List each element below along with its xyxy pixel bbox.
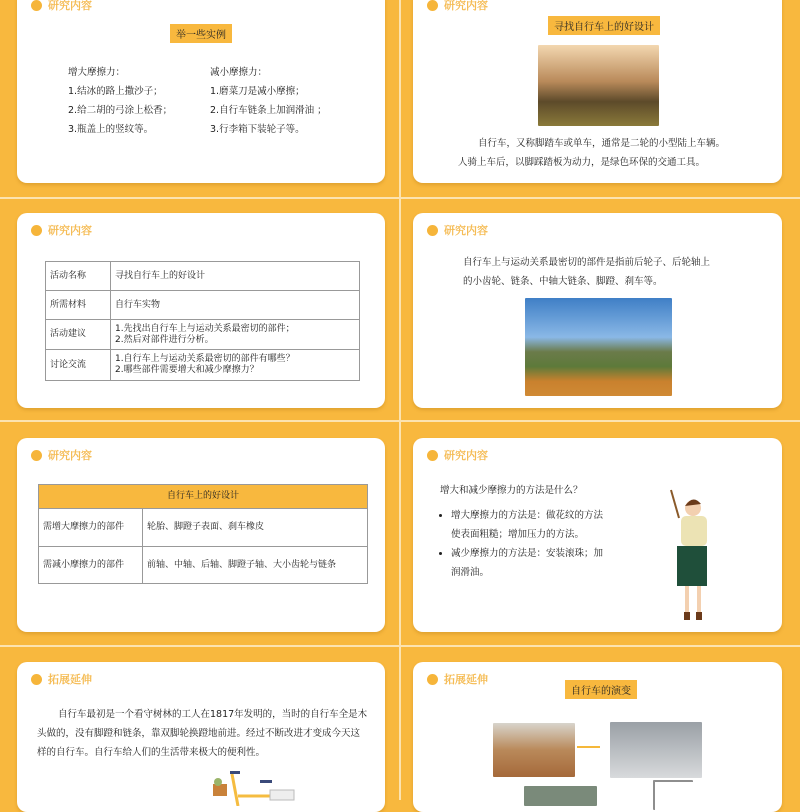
bicycle-photo bbox=[538, 45, 659, 126]
early-bicycle-photo bbox=[524, 786, 597, 806]
slide-divider bbox=[0, 197, 800, 199]
table-cell: 1.先找出自行车上与运动关系最密切的部件； 2.然后对部件进行分析。 bbox=[111, 320, 360, 350]
section-header bbox=[31, 222, 92, 238]
question-text: 增大和减少摩擦力的方法是什么？ bbox=[440, 485, 583, 496]
slide-key-parts[interactable] bbox=[413, 213, 782, 408]
bullet-dot-icon bbox=[427, 225, 438, 236]
slide-friction-methods[interactable] bbox=[413, 438, 782, 632]
bullet-dot-icon bbox=[31, 225, 42, 236]
list-item: 2.自行车链条上加润滑油 ； bbox=[210, 105, 327, 116]
title-tag: 举一些实例 bbox=[170, 24, 232, 43]
slide-bicycle-design[interactable] bbox=[413, 0, 782, 183]
header-title: 拓展延伸 bbox=[48, 673, 92, 686]
table-cell: 需增大摩擦力的部件 bbox=[39, 509, 143, 547]
slide-divider bbox=[399, 0, 401, 800]
teacher-illustration bbox=[653, 488, 723, 628]
decrease-friction-list bbox=[210, 63, 327, 139]
penny-farthing-photo bbox=[610, 722, 702, 778]
slide-divider bbox=[0, 420, 800, 422]
title-tag: 自行车的演变 bbox=[565, 680, 637, 699]
header-title: 研究内容 bbox=[444, 224, 488, 237]
header-title: 研究内容 bbox=[48, 224, 92, 237]
history-paragraph: 自行车最初是一个看守树林的工人在1817年发明的，当时的自行车全是木头做的，没有脚蹬和链条，靠双脚轮换蹬地前进。经过不断改进才变成今天这样的自行车。自行车给人们的生活带来极大的便利性。 bbox=[37, 709, 368, 758]
section-header bbox=[31, 447, 92, 463]
section-header bbox=[427, 447, 488, 463]
list-item: 减小摩擦力： bbox=[210, 67, 268, 78]
list-item: • 增大摩擦力的方法是：做花纹的方法使表面粗糙；增加压力的方法。 bbox=[451, 506, 611, 544]
slide-examples[interactable] bbox=[17, 0, 385, 183]
header-title: 拓展延伸 bbox=[444, 673, 488, 686]
cyclists-photo bbox=[525, 298, 672, 396]
slide-evolution[interactable] bbox=[413, 662, 782, 812]
title-tag: 寻找自行车上的好设计 bbox=[548, 16, 660, 35]
table-cell: 轮胎、脚蹬子表面、刹车橡皮 bbox=[143, 509, 368, 547]
bullet-dot-icon bbox=[427, 0, 438, 11]
section-header bbox=[31, 0, 92, 13]
table-cell: 前轴、中轴、后轴、脚蹬子轴、大小齿轮与链条 bbox=[143, 547, 368, 584]
header-title: 研究内容 bbox=[444, 449, 488, 462]
header-title: 研究内容 bbox=[48, 0, 92, 12]
table-cell: 需减小摩擦力的部件 bbox=[39, 547, 143, 584]
list-item: • 减少摩擦力的方法是：安装滚珠；加润滑油。 bbox=[451, 544, 611, 582]
text-line: 自行车上与运动关系最密切的部件是指前后轮子、后轮轴上 bbox=[463, 257, 711, 268]
list-item: 2.给二胡的弓涂上松香； bbox=[68, 105, 173, 116]
bullet-dot-icon bbox=[427, 450, 438, 461]
slide-design-table[interactable] bbox=[17, 438, 385, 632]
header-title: 研究内容 bbox=[48, 449, 92, 462]
list-item: 1.结冰的路上撒沙子； bbox=[68, 86, 163, 97]
section-header bbox=[31, 671, 92, 687]
header-title: 研究内容 bbox=[444, 0, 488, 12]
connector-line bbox=[577, 746, 600, 748]
bullet-dot-icon bbox=[31, 0, 42, 11]
bullet-dot-icon bbox=[31, 450, 42, 461]
modern-bicycle-photo bbox=[653, 780, 693, 810]
text-line: 自行车，又称脚踏车或单车，通常是二轮的小型陆上车辆。 bbox=[478, 138, 726, 149]
text-line: 人骑上车后，以脚踩踏板为动力，是绿色环保的交通工具。 bbox=[458, 157, 706, 168]
parts-description bbox=[463, 253, 710, 291]
table-cell: 自行车实物 bbox=[111, 291, 360, 320]
table-cell: 活动建议 bbox=[46, 320, 111, 350]
list-item: 3.行李箱下装轮子等。 bbox=[210, 124, 305, 135]
table-cell: 1.自行车上与运动关系最密切的部件有哪些？ 2.哪些部件需要增大和减少摩擦力？ bbox=[111, 350, 360, 381]
section-header bbox=[427, 222, 488, 238]
table-title: 自行车上的好设计 bbox=[39, 485, 368, 509]
table-cell: 活动名称 bbox=[46, 262, 111, 291]
list-item: 1.磨菜刀是减小摩擦； bbox=[210, 86, 305, 97]
slide-history[interactable] bbox=[17, 662, 385, 812]
wooden-bicycle-photo bbox=[493, 723, 575, 777]
table-cell: 寻找自行车上的好设计 bbox=[111, 262, 360, 291]
slide-activity-table[interactable] bbox=[17, 213, 385, 408]
bullet-dot-icon bbox=[427, 674, 438, 685]
text-line: 的小齿轮、链条、中轴大链条、脚蹬、刹车等。 bbox=[463, 276, 663, 287]
section-header bbox=[427, 0, 488, 13]
list-item: 增大摩擦力： bbox=[68, 67, 126, 78]
table-cell: 讨论交流 bbox=[46, 350, 111, 381]
methods-list bbox=[451, 506, 611, 582]
list-item: 3.瓶盖上的竖纹等。 bbox=[68, 124, 154, 135]
bicycle-description bbox=[458, 134, 778, 172]
friction-parts-table bbox=[38, 484, 368, 584]
table-cell: 所需材料 bbox=[46, 291, 111, 320]
increase-friction-list bbox=[68, 63, 172, 139]
activity-table bbox=[45, 261, 360, 381]
bicycle-illustration bbox=[210, 766, 300, 806]
slide-divider bbox=[0, 645, 800, 647]
section-header bbox=[427, 671, 488, 687]
bullet-dot-icon bbox=[31, 674, 42, 685]
